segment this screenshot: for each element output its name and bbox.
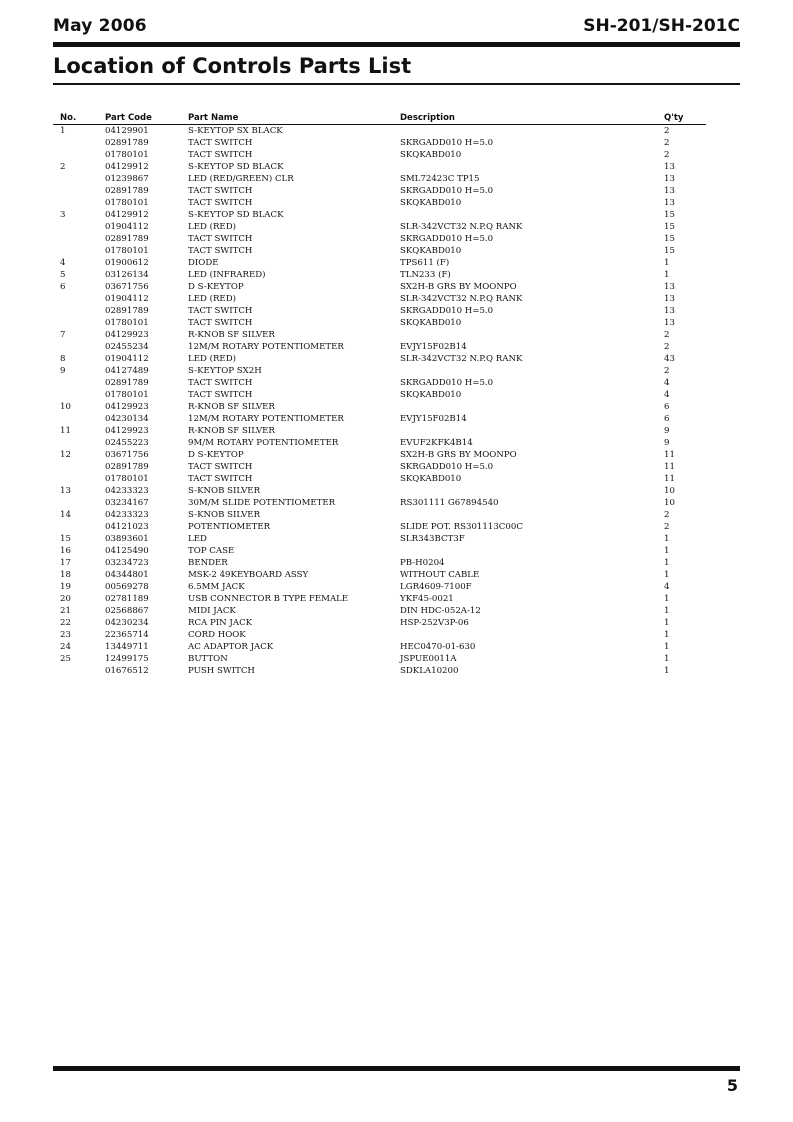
part-quantity: 13	[664, 174, 675, 184]
row-number: 1	[60, 126, 66, 136]
part-quantity: 1	[664, 258, 670, 268]
part-name: S-KEYTOP SX BLACK	[188, 126, 283, 136]
part-description: LGR4609-7100F	[400, 582, 472, 592]
part-description: SKRGADD010 H=5.0	[400, 186, 494, 196]
part-name: LED (RED)	[188, 294, 236, 304]
part-quantity: 1	[664, 642, 670, 652]
part-code: 02891789	[105, 138, 149, 148]
part-name: S-KNOB SILVER	[188, 486, 261, 496]
row-number: 15	[60, 534, 71, 544]
row-number: 20	[60, 594, 71, 604]
table-row	[0, 173, 793, 185]
part-name: D S-KEYTOP	[188, 282, 244, 292]
part-name: MIDI JACK	[188, 606, 236, 616]
part-name: 12M/M ROTARY POTENTIOMETER	[188, 342, 344, 352]
part-code: 02455234	[105, 342, 149, 352]
column-header-qty: Q'ty	[664, 113, 684, 123]
part-description: SLR-342VCT32 N.P.Q RANK	[400, 294, 523, 304]
part-code: 03671756	[105, 282, 149, 292]
part-quantity: 1	[664, 618, 670, 628]
part-quantity: 1	[664, 654, 670, 664]
table-row	[0, 221, 793, 233]
part-quantity: 13	[664, 306, 675, 316]
part-description: SKQKABD010	[400, 198, 462, 208]
table-row	[0, 557, 793, 569]
part-code: 01780101	[105, 318, 149, 328]
part-quantity: 13	[664, 318, 675, 328]
part-name: R-KNOB SF SILVER	[188, 402, 275, 412]
column-header-desc: Description	[400, 113, 455, 123]
part-name: USB CONNECTOR B TYPE FEMALE	[188, 594, 349, 604]
table-row	[0, 641, 793, 653]
table-row	[0, 245, 793, 257]
part-description: PB-H0204	[400, 558, 445, 568]
part-name: 9M/M ROTARY POTENTIOMETER	[188, 438, 339, 448]
part-description: HEC0470-01-630	[400, 642, 476, 652]
part-code: 01676512	[105, 666, 149, 676]
table-row	[0, 377, 793, 389]
part-name: LED (RED)	[188, 354, 236, 364]
part-code: 04129923	[105, 330, 149, 340]
part-quantity: 2	[664, 330, 670, 340]
table-row	[0, 509, 793, 521]
table-row	[0, 209, 793, 221]
part-name: 6.5MM JACK	[188, 582, 245, 592]
row-number: 13	[60, 486, 71, 496]
part-name: TACT SWITCH	[188, 186, 253, 196]
part-description: TPS611 (F)	[400, 258, 450, 268]
part-name: S-KNOB SILVER	[188, 510, 261, 520]
part-code: 02891789	[105, 234, 149, 244]
row-number: 2	[60, 162, 66, 172]
part-name: S-KEYTOP SX2H	[188, 366, 262, 376]
part-description: EVJY15F02B14	[400, 414, 467, 424]
part-code: 04121023	[105, 522, 149, 532]
page-number: 5	[726, 1076, 738, 1095]
part-quantity: 11	[664, 474, 675, 484]
part-code: 22365714	[105, 630, 149, 640]
row-number: 22	[60, 618, 71, 628]
part-description: SKRGADD010 H=5.0	[400, 234, 494, 244]
table-row	[0, 485, 793, 497]
part-quantity: 4	[664, 378, 670, 388]
table-row	[0, 341, 793, 353]
part-name: LED (INFRARED)	[188, 270, 266, 280]
part-code: 03234723	[105, 558, 149, 568]
part-name: TACT SWITCH	[188, 378, 253, 388]
part-quantity: 2	[664, 366, 670, 376]
table-row	[0, 605, 793, 617]
part-description: JSPUE0011A	[400, 654, 457, 664]
row-number: 7	[60, 330, 66, 340]
part-quantity: 9	[664, 438, 670, 448]
part-code: 02891789	[105, 462, 149, 472]
part-quantity: 43	[664, 354, 675, 364]
part-code: 01904112	[105, 222, 149, 232]
part-name: LED	[188, 534, 207, 544]
part-name: 30M/M SLIDE POTENTIOMETER	[188, 498, 336, 508]
part-quantity: 2	[664, 510, 670, 520]
part-code: 03671756	[105, 450, 149, 460]
table-row	[0, 437, 793, 449]
part-code: 04129901	[105, 126, 149, 136]
part-description: SLIDE POT. RS301113C00C	[400, 522, 523, 532]
footer-rule	[53, 1066, 740, 1071]
table-row	[0, 401, 793, 413]
part-code: 01900612	[105, 258, 149, 268]
part-name: PUSH SWITCH	[188, 666, 255, 676]
part-name: TACT SWITCH	[188, 390, 253, 400]
part-name: R-KNOB SF SILVER	[188, 426, 275, 436]
part-code: 12499175	[105, 654, 149, 664]
part-description: RS301111 G67894540	[400, 498, 499, 508]
table-row	[0, 461, 793, 473]
part-name: LED (RED)	[188, 222, 236, 232]
header-rule	[53, 42, 740, 47]
row-number: 5	[60, 270, 66, 280]
part-name: AC ADAPTOR JACK	[188, 642, 274, 652]
part-quantity: 15	[664, 222, 675, 232]
part-quantity: 2	[664, 126, 670, 136]
part-code: 01239867	[105, 174, 149, 184]
part-description: SKRGADD010 H=5.0	[400, 378, 494, 388]
part-code: 04230134	[105, 414, 149, 424]
part-code: 04129912	[105, 162, 149, 172]
part-code: 04230234	[105, 618, 149, 628]
part-name: S-KEYTOP SD BLACK	[188, 210, 284, 220]
part-name: LED (RED/GREEN) CLR	[188, 174, 294, 184]
header-model: SH-201/SH-201C	[583, 16, 740, 36]
page-title: Location of Controls Parts List	[53, 54, 412, 78]
part-description: SKQKABD010	[400, 474, 462, 484]
part-name: TACT SWITCH	[188, 234, 253, 244]
part-quantity: 11	[664, 450, 675, 460]
part-code: 01904112	[105, 354, 149, 364]
part-code: 04233323	[105, 486, 149, 496]
header-date: May 2006	[53, 16, 147, 36]
part-description: SML72423C TP15	[400, 174, 480, 184]
part-quantity: 11	[664, 462, 675, 472]
table-row	[0, 545, 793, 557]
part-code: 04344801	[105, 570, 149, 580]
part-description: TLN233 (F)	[400, 270, 451, 280]
table-row	[0, 329, 793, 341]
row-number: 4	[60, 258, 66, 268]
part-quantity: 13	[664, 162, 675, 172]
part-quantity: 13	[664, 198, 675, 208]
part-name: R-KNOB SF SILVER	[188, 330, 275, 340]
part-code: 04233323	[105, 510, 149, 520]
part-name: S-KEYTOP SD BLACK	[188, 162, 284, 172]
part-code: 04127489	[105, 366, 149, 376]
row-number: 10	[60, 402, 71, 412]
part-quantity: 13	[664, 282, 675, 292]
part-name: D S-KEYTOP	[188, 450, 244, 460]
part-name: BUTTON	[188, 654, 228, 664]
part-code: 02891789	[105, 378, 149, 388]
part-description: SX2H-B GRS BY MOONPO	[400, 282, 517, 292]
row-number: 23	[60, 630, 71, 640]
part-description: SLR-342VCT32 N.P.Q RANK	[400, 354, 523, 364]
table-row	[0, 137, 793, 149]
part-code: 04129923	[105, 426, 149, 436]
part-quantity: 1	[664, 546, 670, 556]
part-description: SKQKABD010	[400, 390, 462, 400]
part-code: 01780101	[105, 390, 149, 400]
part-code: 01780101	[105, 198, 149, 208]
row-number: 16	[60, 546, 71, 556]
row-number: 24	[60, 642, 71, 652]
table-row	[0, 317, 793, 329]
table-row	[0, 617, 793, 629]
part-code: 02891789	[105, 306, 149, 316]
part-code: 01780101	[105, 150, 149, 160]
part-code: 03893601	[105, 534, 149, 544]
part-name: TACT SWITCH	[188, 138, 253, 148]
row-number: 12	[60, 450, 71, 460]
table-row	[0, 533, 793, 545]
part-quantity: 10	[664, 486, 675, 496]
table-row	[0, 449, 793, 461]
part-quantity: 6	[664, 414, 670, 424]
part-code: 02781189	[105, 594, 149, 604]
part-name: TACT SWITCH	[188, 246, 253, 256]
part-quantity: 2	[664, 138, 670, 148]
part-code: 00569278	[105, 582, 149, 592]
part-name: BENDER	[188, 558, 228, 568]
part-quantity: 15	[664, 234, 675, 244]
part-quantity: 6	[664, 402, 670, 412]
part-quantity: 1	[664, 558, 670, 568]
part-code: 03126134	[105, 270, 149, 280]
part-name: TACT SWITCH	[188, 150, 253, 160]
row-number: 25	[60, 654, 71, 664]
part-quantity: 13	[664, 186, 675, 196]
part-quantity: 9	[664, 426, 670, 436]
part-quantity: 4	[664, 582, 670, 592]
title-rule	[53, 83, 740, 85]
table-row	[0, 629, 793, 641]
part-quantity: 13	[664, 294, 675, 304]
part-name: TOP CASE	[188, 546, 235, 556]
part-code: 02891789	[105, 186, 149, 196]
column-header-code: Part Code	[105, 113, 152, 123]
part-description: SDKLA10200	[400, 666, 459, 676]
part-description: SKRGADD010 H=5.0	[400, 462, 494, 472]
part-description: DIN HDC-052A-12	[400, 606, 481, 616]
part-name: TACT SWITCH	[188, 318, 253, 328]
table-row	[0, 353, 793, 365]
part-code: 02568867	[105, 606, 149, 616]
parts-table	[0, 125, 793, 677]
table-row	[0, 497, 793, 509]
row-number: 19	[60, 582, 71, 592]
row-number: 14	[60, 510, 71, 520]
table-row	[0, 269, 793, 281]
part-quantity: 10	[664, 498, 675, 508]
part-quantity: 2	[664, 342, 670, 352]
part-code: 04129923	[105, 402, 149, 412]
row-number: 17	[60, 558, 71, 568]
part-code: 01780101	[105, 246, 149, 256]
part-description: SKRGADD010 H=5.0	[400, 138, 494, 148]
table-row	[0, 197, 793, 209]
part-description: EVUF2KFK4B14	[400, 438, 473, 448]
row-number: 11	[60, 426, 71, 436]
row-number: 9	[60, 366, 66, 376]
table-row	[0, 473, 793, 485]
part-quantity: 2	[664, 150, 670, 160]
row-number: 3	[60, 210, 66, 220]
part-code: 01904112	[105, 294, 149, 304]
part-code: 03234167	[105, 498, 149, 508]
table-row	[0, 425, 793, 437]
part-code: 04129912	[105, 210, 149, 220]
row-number: 6	[60, 282, 66, 292]
part-quantity: 1	[664, 570, 670, 580]
part-quantity: 1	[664, 630, 670, 640]
part-name: 12M/M ROTARY POTENTIOMETER	[188, 414, 344, 424]
part-description: YKF45-0021	[400, 594, 454, 604]
table-row	[0, 653, 793, 665]
row-number: 8	[60, 354, 66, 364]
part-code: 04125490	[105, 546, 149, 556]
table-row	[0, 521, 793, 533]
table-row	[0, 257, 793, 269]
part-name: RCA PIN JACK	[188, 618, 253, 628]
part-description: SLR-342VCT32 N.P.Q RANK	[400, 222, 523, 232]
part-name: TACT SWITCH	[188, 474, 253, 484]
table-row	[0, 149, 793, 161]
table-row	[0, 389, 793, 401]
table-row	[0, 233, 793, 245]
part-quantity: 15	[664, 210, 675, 220]
table-row	[0, 305, 793, 317]
part-description: SKQKABD010	[400, 246, 462, 256]
part-name: TACT SWITCH	[188, 462, 253, 472]
table-row	[0, 593, 793, 605]
column-header-no: No.	[60, 113, 77, 123]
part-quantity: 15	[664, 246, 675, 256]
part-description: SKQKABD010	[400, 318, 462, 328]
table-row	[0, 413, 793, 425]
table-row	[0, 161, 793, 173]
part-description: SKQKABD010	[400, 150, 462, 160]
table-row	[0, 293, 793, 305]
part-quantity: 1	[664, 594, 670, 604]
part-quantity: 4	[664, 390, 670, 400]
table-row	[0, 185, 793, 197]
part-name: CORD HOOK	[188, 630, 246, 640]
part-description: SKRGADD010 H=5.0	[400, 306, 494, 316]
part-quantity: 2	[664, 522, 670, 532]
table-row	[0, 665, 793, 677]
part-quantity: 1	[664, 534, 670, 544]
part-name: POTENTIOMETER	[188, 522, 271, 532]
row-number: 21	[60, 606, 71, 616]
part-name: TACT SWITCH	[188, 306, 253, 316]
part-code: 01780101	[105, 474, 149, 484]
part-description: SLR343BCT3F	[400, 534, 465, 544]
part-description: HSP-252V3P-06	[400, 618, 469, 628]
part-description: EVJY15F02B14	[400, 342, 467, 352]
part-quantity: 1	[664, 270, 670, 280]
table-row	[0, 569, 793, 581]
part-code: 13449711	[105, 642, 149, 652]
part-description: SX2H-B GRS BY MOONPO	[400, 450, 517, 460]
part-name: MSK-2 49KEYBOARD ASSY	[188, 570, 309, 580]
part-quantity: 1	[664, 666, 670, 676]
column-header-name: Part Name	[188, 113, 239, 123]
table-row	[0, 125, 793, 137]
part-description: WITHOUT CABLE	[400, 570, 480, 580]
part-quantity: 1	[664, 606, 670, 616]
part-name: DIODE	[188, 258, 219, 268]
part-name: TACT SWITCH	[188, 198, 253, 208]
table-row	[0, 581, 793, 593]
row-number: 18	[60, 570, 71, 580]
part-code: 02455223	[105, 438, 149, 448]
table-row	[0, 281, 793, 293]
table-row	[0, 365, 793, 377]
